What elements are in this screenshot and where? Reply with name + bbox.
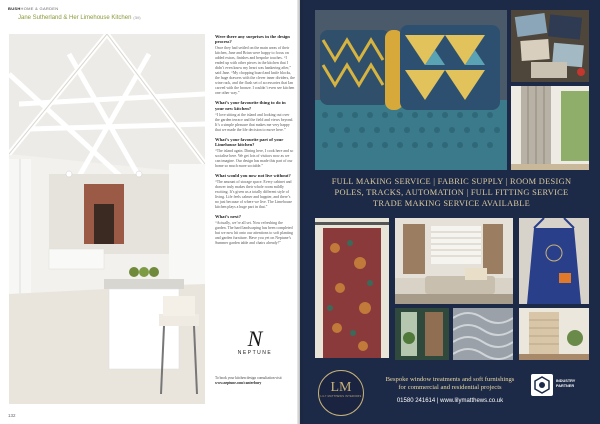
- contact-separator: |: [436, 398, 441, 404]
- right-page-advert: [303, 0, 600, 424]
- services-line-1: FULL MAKING SERVICE | FABRIC SUPPLY | ROOM DESIGN: [331, 177, 572, 186]
- kitchen-illustration: [9, 34, 205, 404]
- page-number: 132: [8, 413, 16, 418]
- answer-1: Once they had settled on the main areas of their kitchen, Jane and Brian were happy to focus on added extras, finishes and bespoke touches. “I ended up with other pieces in the kitchen that I didn’t even know my heart was hankering after,” said Jane. “My chopping board and knife blocks, the huge drawers with the clever inner dividers, the wine rack, and the flush set of accessories that Ian carved with the bronze. I couldn’t even see kitchen one other way.”: [215, 46, 295, 96]
- neptune-logo: [215, 328, 295, 356]
- booking-url[interactable]: www.neptune.com/canterbury: [215, 380, 262, 385]
- fabric-swatches-photo: [511, 10, 589, 82]
- plant-window-illustration: [395, 308, 449, 360]
- curtain-photo: [511, 86, 589, 170]
- interview-column: [215, 34, 295, 250]
- neptune-wordmark: NEPTUNE: [237, 350, 273, 356]
- article-tag: (3M): [133, 16, 141, 20]
- fabric-texture-illustration: [453, 308, 513, 360]
- curtain-illustration: [511, 86, 589, 170]
- services-banner: [303, 176, 600, 209]
- header-section: HOME & GARDEN: [20, 6, 59, 11]
- apron-illustration: [519, 218, 589, 304]
- answer-5: “Actually, we’re all set. Now refreshing the garden. The hard landscaping has been completed but we now hit onto our attentions to soft planting and garden furniture. Have you yet on Neptune’s Summer garden table and chairs already!”: [215, 220, 293, 245]
- question-3: What’s your favourite part of your Limehouse kitchen?: [215, 136, 284, 148]
- phone-number[interactable]: 01580 241614: [396, 398, 436, 404]
- website-link[interactable]: www.lilymatthews.co.uk: [440, 398, 504, 404]
- industry-partner-badge-icon: [531, 374, 553, 396]
- question-4: What would you now not live without?: [215, 172, 291, 178]
- living-room-illustration: [395, 218, 513, 304]
- lily-matthews-logo: [318, 370, 364, 416]
- question-5: What’s next?: [215, 213, 241, 219]
- tagline-line-2: for commercial and residential projects: [398, 384, 502, 391]
- kitchen-photo: [9, 34, 205, 404]
- services-line-3: TRADE MAKING SERVICE AVAILABLE: [372, 199, 531, 208]
- branded-apron-photo: [519, 218, 589, 304]
- living-room-photo: [395, 218, 513, 304]
- tagline-line-1: Bespoke window treatments and soft furnishings: [385, 376, 515, 383]
- cushions-photo: [315, 10, 507, 170]
- plant-window-photo: [395, 308, 449, 360]
- badge-line-2: PARTNER: [556, 383, 575, 388]
- window-blind-photo: [519, 308, 589, 360]
- neptune-mark: N: [247, 326, 263, 351]
- logo-subtitle: LILY MATTHEWS INTERIORS: [320, 395, 362, 398]
- booking-text: To book your kitchen design consultation visit: [215, 376, 282, 380]
- article-title-text: Jane Sutherland & Her Limehouse Kitchen: [18, 15, 132, 21]
- article-title: [18, 15, 141, 21]
- booking-info: [215, 376, 297, 385]
- cushions-illustration: [315, 10, 507, 170]
- badge-line-1: INDUSTRY: [556, 379, 576, 383]
- advert-tagline: [375, 376, 525, 392]
- logo-letters: LM: [330, 380, 352, 395]
- swatch-illustration: [511, 10, 589, 82]
- fabric-texture-photo: [453, 308, 513, 360]
- industry-partner-label: [556, 379, 575, 388]
- patterned-curtain-illustration: [315, 218, 389, 358]
- window-blind-illustration: [519, 308, 589, 360]
- question-2: What’s your favourite thing to do in your new kitchen?: [215, 100, 286, 111]
- answer-3: “The island again. Dining here, I cook here and so socialise here. We get lots of visitors now as we can imagine. Our design has made this part of our home so much more sociable.”: [215, 148, 294, 168]
- answer-4: “The amount of storage space. Every cabinet and drawer truly makes their whole room mildly exciting. It’s given us a totally different style of living. Life feels calmer and happier, and there’s no just because of where we live. The Limehouse kitchen plays a huge part in that.”: [215, 179, 292, 209]
- contact-info: [375, 398, 525, 404]
- magazine-header: [8, 6, 58, 11]
- header-brand: BUSH: [8, 6, 21, 11]
- advert-footer: [303, 360, 600, 424]
- answer-2: “I love sitting at the island and looking out over the garden terrace and the field and views beyond. It’s a simple pleasure that makes me very happy that we made the life decision to move here.”: [215, 112, 294, 132]
- question-1: Were there any surprises in the design process?: [215, 34, 290, 45]
- badge-glyph-icon: [531, 374, 553, 396]
- patterned-curtain-photo: [315, 218, 389, 358]
- services-line-2: POLES, TRACKS, AUTOMATION | FULL FITTING SERVICE: [334, 188, 569, 197]
